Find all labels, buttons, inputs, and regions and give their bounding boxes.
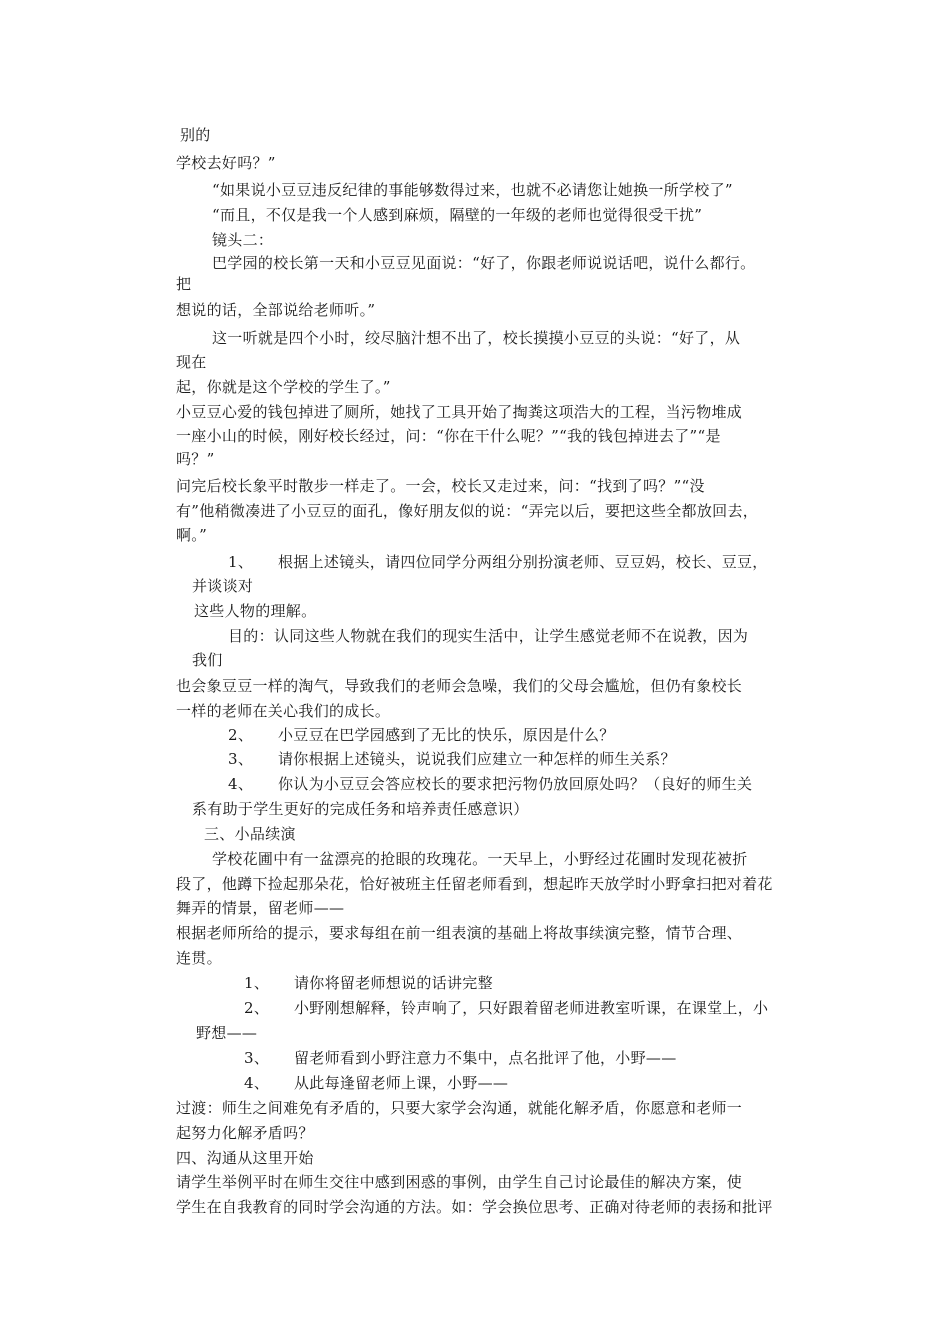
text-line: “而且，不仅是我一个人感到麻烦，隔壁的一年级的老师也觉得很受干扰” — [212, 206, 703, 224]
numbered-item — [244, 1047, 677, 1069]
item-number: 2、 — [228, 726, 254, 744]
item-text: 你认为小豆豆会答应校长的要求把污物仍放回原处吗？（良好的师生关 — [278, 775, 753, 793]
text-line: 别的 — [180, 126, 211, 144]
text-line: 把 — [176, 275, 192, 293]
numbered-item — [244, 1072, 508, 1094]
text-line: 现在 — [176, 353, 207, 371]
text-line: 巴学园的校长第一天和小豆豆见面说：“好了，你跟老师说说话吧，说什么都行。 — [212, 254, 756, 272]
numbered-item — [228, 724, 615, 746]
item-text: 请你根据上述镜头，说说我们应建立一种怎样的师生关系？ — [278, 750, 676, 768]
text-line: 学生在自我教育的同时学会沟通的方法。如：学会换位思考、正确对待老师的表扬和批评 — [176, 1198, 773, 1216]
text-line: 并谈谈对 — [192, 577, 254, 595]
text-line: 也会象豆豆一样的淘气，导致我们的老师会急噪，我们的父母会尴尬，但仍有象校长 — [176, 677, 743, 695]
numbered-item — [228, 551, 768, 573]
item-text: 请你将留老师想说的话讲完整 — [294, 974, 493, 992]
text-line: 我们 — [192, 651, 223, 669]
item-text: 留老师看到小野注意力不集中，点名批评了他，小野—— — [294, 1049, 677, 1067]
text-line: 吗？” — [176, 450, 215, 468]
text-line: 啊。” — [176, 526, 208, 544]
text-line: 学校花圃中有一盆漂亮的抢眼的玫瑰花。一天早上，小野经过花圃时发现花被折 — [212, 850, 748, 868]
item-number: 4、 — [228, 775, 254, 793]
item-text: 从此每逢留老师上课，小野—— — [294, 1074, 509, 1092]
numbered-item — [228, 773, 752, 795]
text-line: 一样的老师在关心我们的成长。 — [176, 702, 391, 720]
text-line: 小豆豆心爱的钱包掉进了厕所，她找了工具开始了掏粪这项浩大的工程，当污物堆成 — [176, 403, 743, 421]
text-line: 目的：认同这些人物就在我们的现实生活中，让学生感觉老师不在说教，因为 — [228, 627, 749, 645]
text-line: 野想—— — [196, 1024, 258, 1042]
item-number: 3、 — [244, 1049, 270, 1067]
text-line: 段了，他蹲下捡起那朵花，恰好被班主任留老师看到，想起昨天放学时小野拿扫把对着花 — [176, 875, 773, 893]
text-line: 镜头二： — [212, 231, 274, 249]
item-number: 4、 — [244, 1074, 270, 1092]
item-text: 根据上述镜头，请四位同学分两组分别扮演老师、豆豆妈，校长、豆豆， — [278, 553, 768, 571]
text-line: 连贯。 — [176, 949, 222, 967]
text-line: 一座小山的时候，刚好校长经过，问：“你在干什么呢？”“我的钱包掉进去了”“是 — [176, 427, 721, 445]
text-line: 学校去好吗？” — [176, 154, 276, 172]
text-line: 起努力化解矛盾吗？ — [176, 1124, 314, 1142]
text-line: 过渡：师生之间难免有矛盾的，只要大家学会沟通，就能化解矛盾，你愿意和老师一 — [176, 1099, 743, 1117]
text-line: 问完后校长象平时散步一样走了。一会，校长又走过来，问：“找到了吗？”“没 — [176, 477, 705, 495]
text-line: 系有助于学生更好的完成任务和培养责任感意识） — [192, 800, 529, 818]
numbered-item — [244, 997, 768, 1019]
item-number: 2、 — [244, 999, 270, 1017]
section-heading: 四、沟通从这里开始 — [176, 1149, 314, 1167]
text-line: 想说的话，全部说给老师听。” — [176, 301, 376, 319]
item-text: 小豆豆在巴学园感到了无比的快乐，原因是什么？ — [278, 726, 615, 744]
item-text: 小野刚想解释，铃声响了，只好跟着留老师进教室听课，在课堂上，小 — [294, 999, 769, 1017]
text-line: “如果说小豆豆违反纪律的事能够数得过来，也就不必请您让她换一所学校了” — [212, 181, 733, 199]
numbered-item — [228, 748, 676, 770]
text-line: 这一听就是四个小时，绞尽脑汁想不出了，校长摸摸小豆豆的头说：“好了，从 — [212, 329, 741, 347]
section-heading: 三、小品续演 — [204, 825, 296, 843]
text-line: 这些人物的理解。 — [194, 602, 317, 620]
text-line: 请学生举例平时在师生交往中感到困惑的事例，由学生自己讨论最佳的解决方案，使 — [176, 1173, 743, 1191]
numbered-item — [244, 972, 493, 994]
item-number: 1、 — [244, 974, 270, 992]
text-line: 根据老师所给的提示，要求每组在前一组表演的基础上将故事续演完整，情节合理、 — [176, 924, 743, 942]
text-line: 起，你就是这个学校的学生了。” — [176, 378, 391, 396]
item-number: 3、 — [228, 750, 254, 768]
text-line: 舞弄的情景，留老师—— — [176, 899, 345, 917]
text-line: 有”他稍微凑进了小豆豆的面孔，像好朋友似的说：“弄完以后，要把这些全都放回去， — [176, 502, 759, 520]
item-number: 1、 — [228, 553, 254, 571]
